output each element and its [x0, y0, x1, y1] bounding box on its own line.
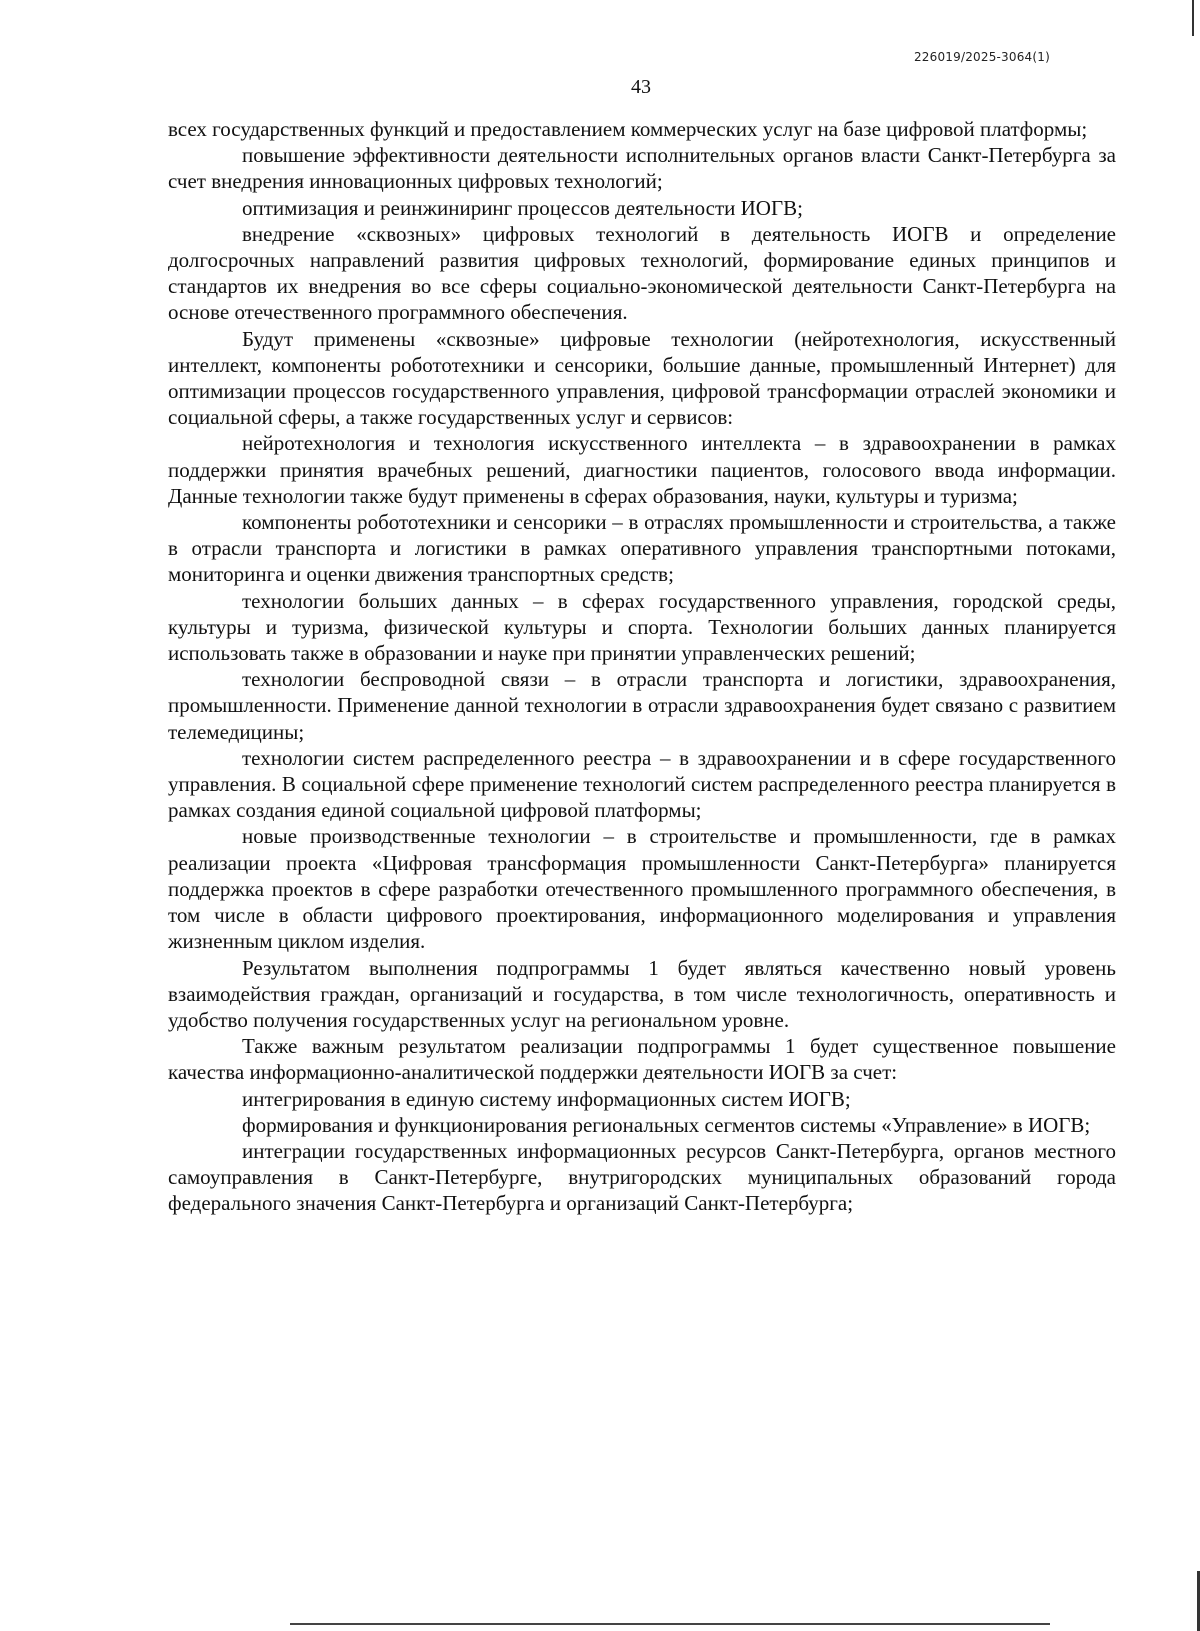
paragraph: Результатом выполнения подпрограммы 1 будет являться качественно новый уровень взаимодействия граждан, организаций и государства, в том числе технологичность, оперативность и удобство получения государственных услуг на региональном уровне. — [168, 955, 1116, 1032]
paragraph: нейротехнология и технология искусственного интеллекта – в здравоохранении в рамках поддержки принятия врачебных решений, диагностики пациентов, голосового ввода информации. Данные технологии также будут применены в сферах образования, науки, культуры и туризма; — [168, 431, 1116, 508]
paragraph: повышение эффективности деятельности исполнительных органов власти Санкт-Петербурга за счет внедрения инновационных цифровых технологий; — [168, 143, 1116, 194]
page-number: 43 — [631, 76, 651, 98]
paragraph: формирования и функционирования региональных сегментов системы «Управление» в ИОГВ; — [242, 1112, 1091, 1137]
paragraph: интегрирования в единую систему информационных систем ИОГВ; — [242, 1086, 851, 1111]
paragraph: интеграции государственных информационных ресурсов Санкт-Петербурга, органов местного самоуправления в Санкт-Петербурге, внутригородских муниципальных образований города федерального значения Санкт-Петербурга и организаций Санкт-Петербурга; — [168, 1138, 1116, 1216]
paragraph: внедрение «сквозных» цифровых технологий в деятельность ИОГВ и определение долгосрочных направлений развития цифровых технологий, формирование единых принципов и стандартов их внедрения во все сферы социально-экономической деятельности Санкт-Петербурга на основе отечественного программного обеспечения. — [168, 221, 1116, 325]
paragraph: Также важным результатом реализации подпрограммы 1 будет существенное повышение качества информационно-аналитической поддержки деятельности ИОГВ за счет: — [168, 1034, 1116, 1085]
paragraph: всех государственных функций и предоставлением коммерческих услуг на базе цифровой платформы; — [168, 117, 1088, 141]
paragraph: Будут применены «сквозные» цифровые технологии (нейротехнология, искусственный интеллект, компоненты робототехники и сенсорики, большие данные, промышленный Интернет) для оптимизации процессов государственного управления, цифровой трансформации отраслей экономики и социальной сферы, а также государственных услуг и сервисов: — [168, 326, 1116, 430]
paragraph: оптимизация и реинжиниринг процессов деятельности ИОГВ; — [242, 195, 803, 220]
paragraph: новые производственные технологии – в строительстве и промышленности, где в рамках реализации проекта «Цифровая трансформация промышленности Санкт-Петербурга» планируется поддержка проектов в сфере разработки отечественного промышленного программного обеспечения, в том числе в области цифрового проектирования, информационного моделирования и управления жизненным циклом изделия. — [168, 824, 1116, 954]
paragraph: технологии беспроводной связи – в отрасли транспорта и логистики, здравоохранения, промышленности. Применение данной технологии в отрасли здравоохранения будет связано с развитием телемедицины; — [168, 667, 1116, 744]
scan-edge-mark — [1192, 0, 1194, 36]
scan-edge-mark — [290, 1623, 1050, 1625]
paragraph: компоненты робототехники и сенсорики – в отраслях промышленности и строительства, а также в отрасли транспорта и логистики в рамках оперативного управления транспортными потоками, мониторинга и оценки движения транспортных средств; — [168, 510, 1116, 587]
document-number: 226019/2025-3064(1) — [913, 50, 1050, 64]
document-body — [168, 116, 1116, 1217]
paragraph: технологии больших данных – в сферах государственного управления, городской среды, культуры и туризма, физической культуры и спорта. Технологии больших данных планируется использовать также в образовании и науке при принятии управленческих решений; — [168, 588, 1116, 666]
paragraph: технологии систем распределенного реестра – в здравоохранении и в сфере государственного управления. В социальной сфере применение технологий систем распределенного реестра планируется в рамках создания единой социальной цифровой платформы; — [168, 745, 1116, 823]
